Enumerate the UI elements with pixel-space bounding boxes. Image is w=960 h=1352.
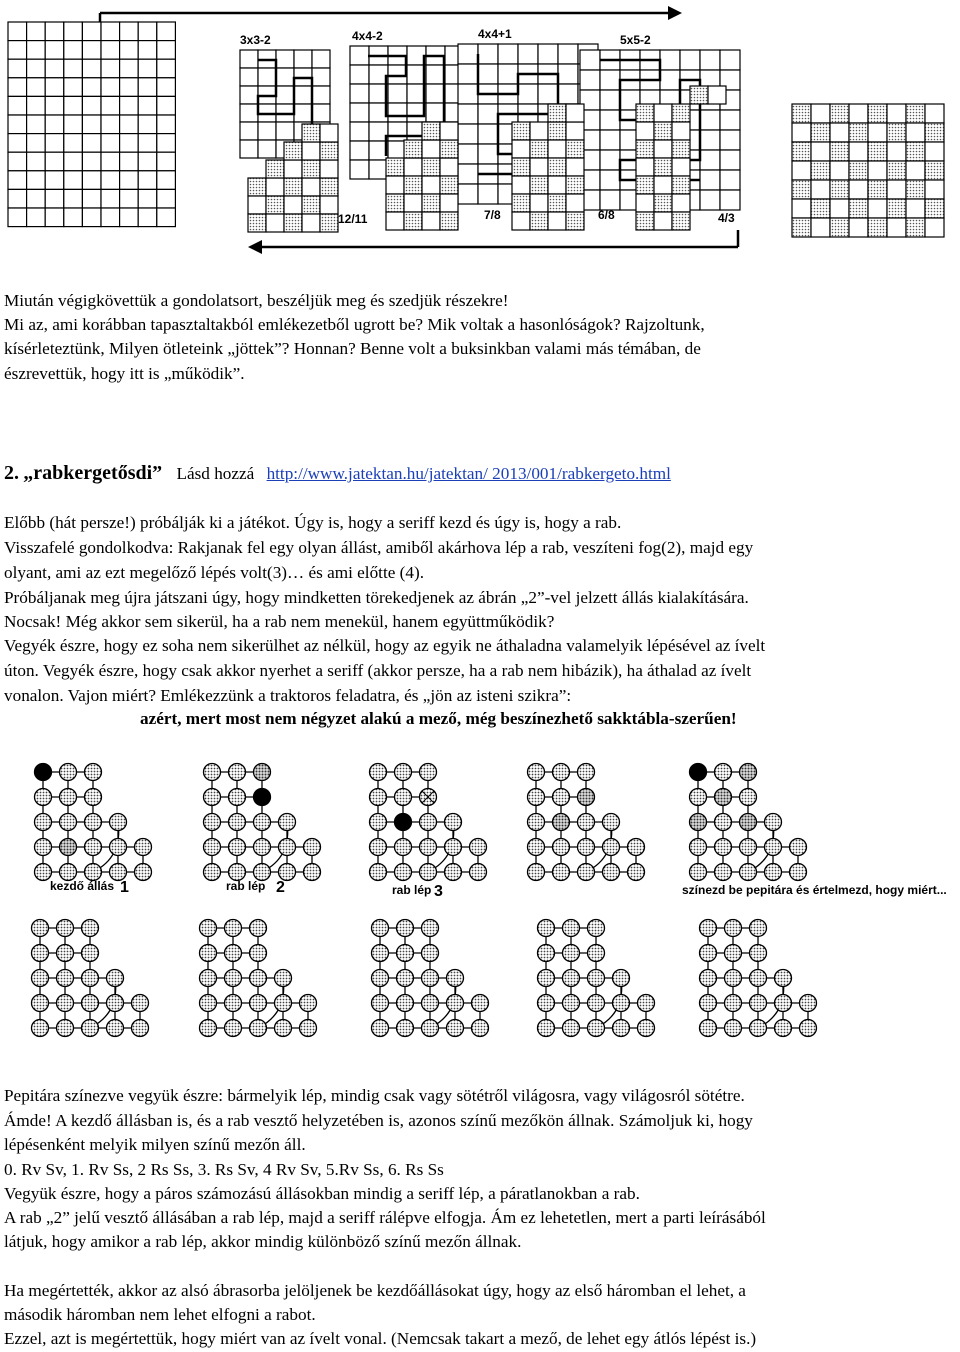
grid-12-11-c (284, 142, 338, 160)
grid-12-11-b (266, 160, 338, 178)
section-number: 2. (4, 462, 19, 484)
paragraph-2-line-2: Visszafelé gondolkodva: Rakjanak fel egy olyan állást, amiből akárhova lép a rab, veszíteni fog(2), majd egy (4, 538, 754, 557)
label-3x3: 3x3-2 (240, 33, 271, 47)
grid-6-8-b (548, 104, 584, 122)
paragraph-3-line-3: lépésenként melyik milyen színű mezőn áll. (4, 1135, 306, 1154)
see-label: Lásd hozzá (176, 464, 255, 483)
paragraph-3-line-1: Pepitára színezve vegyük észre: bármelyik lép, mindig csak vagy sötétről világosra, vagy világosról sötétre. (4, 1086, 745, 1105)
label-7-8: 7/8 (484, 208, 501, 222)
node-board (204, 764, 321, 881)
grid-7-8-b (404, 140, 458, 158)
node-board (372, 920, 489, 1037)
board-label-3: rab lép (392, 883, 432, 897)
board-num-1: 1 (120, 879, 129, 896)
grid-7-8-c (422, 122, 458, 140)
paragraph-3-line-6: A rab „2” jelű vesztő állásában a rab lép, majd a seriff rálépve elfogja. Ám ez lehetetlen, mert a parti leírásából (4, 1208, 766, 1227)
node-board (35, 764, 152, 881)
label-4-3: 4/3 (718, 211, 735, 225)
node-board (690, 764, 807, 881)
grid-10x10 (8, 22, 175, 227)
board-num-2: 2 (276, 879, 285, 896)
grid-figure (0, 0, 960, 262)
grid-6-8-right (636, 104, 690, 230)
node-board (32, 920, 149, 1037)
grid-12-11-d (302, 124, 338, 142)
label-6-8: 6/8 (598, 208, 615, 222)
paragraph-2-line-3: olyant, ami az ezt megelőző lépés volt(3)… és ami előtte (4). (4, 563, 424, 582)
paragraph-3-line-5: Vegyük észre, hogy a páros számozású állásokban mindig a seriff lép, a páratlanokban a rab. (4, 1184, 640, 1203)
paragraph-4-line-3: Ezzel, azt is megértettük, hogy miért van az ívelt vonal. (Nemcsak takart a mező, de lehet egy átlós lépést is.) (4, 1329, 757, 1348)
paragraph-4-line-2: második háromban nem lehet elfogni a rabot. (4, 1305, 316, 1324)
node-board (370, 764, 487, 881)
grid-4-3 (792, 104, 944, 237)
paragraph-2-line-4: Próbáljanak meg újra játszani úgy, hogy mindketten törekedjenek az ábrán „2”-vel jelzett állás kialakítására. (4, 588, 749, 607)
section-title: „rabkergetősdi” (23, 462, 163, 484)
label-4x4-plus: 4x4+1 (478, 27, 512, 41)
paragraph-2-line-5: Nocsak! Még akkor sem sikerül, ha a rab nem menekül, hanem együttműködik? (4, 612, 555, 631)
paragraph-1-line-4: észrevettük, hogy itt is „működik”. (4, 364, 245, 383)
board-label-2: rab lép (226, 879, 266, 893)
label-4x4-minus: 4x4-2 (352, 29, 383, 43)
game-link[interactable]: http://www.jatektan.hu/jatektan/ 2013/001/rabkergeto.html (266, 464, 671, 483)
paragraph-3-line-4: 0. Rv Sv, 1. Rv Ss, 2 Rs Ss, 3. Rs Sv, 4 Rv Sv, 5.Rv Ss, 6. Rs Ss (4, 1160, 444, 1179)
paragraph-3-line-7: látjuk, hogy amikor a rab lép, akkor mindig különböző színű mezőn állnak. (4, 1232, 522, 1251)
node-board (528, 764, 645, 881)
grid-6-8 (512, 122, 584, 230)
paragraph-2-line-8: vonalon. Vajon miért? Emlékezzünk a traktoros feladatra, és „jön az isteni szikra”: (4, 686, 572, 705)
paragraph-1-line-2: Mi az, ami korábban tapasztaltakból emlékezetből ugrott be? Mik voltak a hasonlóságok? Rajzoltunk, (4, 315, 705, 334)
node-board (200, 920, 317, 1037)
board-label-4: színezd be pepitára és értelmezd, hogy miért... (682, 883, 947, 897)
emphasis-line: azért, mert most nem négyzet alakú a mező, még beszínezhető sakktábla-szerűen! (140, 709, 737, 728)
paragraph-2-line-7: úton. Vegyék észre, hogy csak akkor nyerhet a seriff (akkor persze, ha a rab nem hibázik), ha áthalad az ívelt (4, 661, 752, 680)
label-12-11: 12/11 (338, 212, 368, 226)
paragraph-2-line-6: Vegyék észre, hogy ez soha nem sikerülhet az nélkül, hogy az egyik ne áthaladna valamelyik lépésével az ívelt (4, 636, 766, 655)
board-figure (0, 752, 960, 1062)
grid-7-8 (386, 158, 458, 230)
node-board (538, 920, 655, 1037)
label-5x5: 5x5-2 (620, 33, 651, 47)
paragraph-1-line-1: Miután végigkövettük a gondolatsort, beszéljük meg és szedjük részekre! (4, 291, 509, 310)
paragraph-1-line-3: kísérleteztünk, Milyen ötleteink „jöttek”? Honnan? Benne volt a buksinkban valami más témában, de (4, 339, 701, 358)
paragraph-4-line-1: Ha megértették, akkor az alsó ábrasorba jelöljenek be kezdőállásokat úgy, hogy az első háromban el lehet, a (4, 1281, 746, 1300)
node-board (700, 920, 817, 1037)
board-num-3: 3 (434, 883, 443, 900)
paragraph-3-line-2: Ámde! A kezdő állásban is, és a rab vesztő helyzetében is, azonos színű mezőkön állnak. Számoljuk ki, hogy (4, 1111, 753, 1130)
section-heading (4, 461, 954, 487)
board-label-1: kezdő állás (50, 879, 115, 893)
grid-12-11 (248, 178, 338, 232)
grid-6-8-top (690, 86, 726, 104)
paragraph-2-line-1: Előbb (hát persze!) próbálják ki a játékot. Úgy is, hogy a seriff kezd és úgy is, hogy a rab. (4, 513, 622, 532)
